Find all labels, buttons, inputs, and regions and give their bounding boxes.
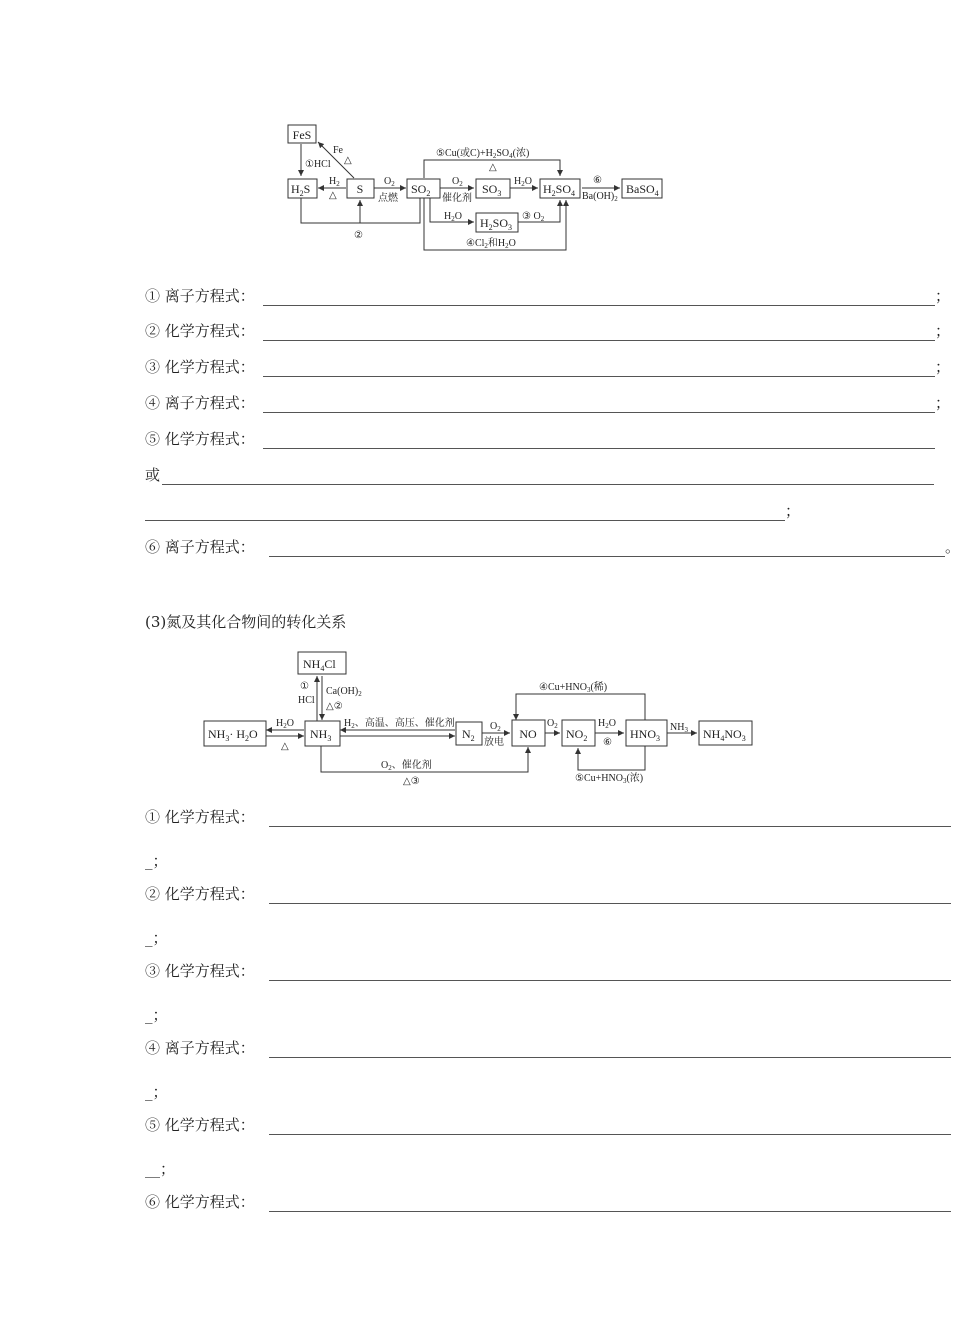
- question-label: ① 化学方程式：: [145, 808, 255, 826]
- question-end: _；: [145, 1083, 168, 1101]
- label-h2o-so3: $H_2O$: [514, 176, 532, 188]
- question-label: ② 化学方程式：: [145, 885, 255, 903]
- node-no: [512, 720, 545, 746]
- svg-text:HNO3: $HNO_3$: [630, 727, 660, 743]
- svg-text:NO: NO: [519, 727, 537, 741]
- svg-text:H2SO4: $H_2SO_4$: [543, 182, 576, 198]
- node-nh3: [305, 721, 340, 746]
- svg-text:NH3· H2O: $NH_3\cdot H_2O$: [208, 727, 258, 743]
- svg-text:SO3: $SO_3$: [482, 182, 502, 198]
- label-h2: $H_2$: [329, 176, 340, 188]
- label-step6: ⑥: [593, 175, 602, 186]
- svg-text:NH3: $NH_3$: [310, 727, 332, 743]
- question-end: __；: [145, 1160, 176, 1178]
- label-o2-ignite: $O_2$: [384, 176, 395, 188]
- label-o2-no: $O_2$: [547, 718, 558, 730]
- label-step3: ③ $O_2$: [522, 211, 545, 223]
- label-discharge: 放电: [484, 737, 504, 748]
- label-hcl: ①HCl: [305, 159, 331, 170]
- node-nh4no3: [699, 721, 752, 745]
- question-label: ⑤ 化学方程式：: [145, 430, 255, 448]
- answer-blank[interactable]: [269, 826, 951, 827]
- label-h2o: $H_2O$: [276, 718, 294, 730]
- label-step5: $⑤Cu+HNO_3$(浓): [575, 773, 644, 785]
- question-label: ④ 离子方程式：: [145, 1039, 255, 1057]
- svg-text:NH4NO3: $NH_4NO_3$: [703, 727, 746, 743]
- label-h2-delta: △: [329, 190, 337, 201]
- question-label: ③ 化学方程式：: [145, 962, 255, 980]
- question-label: ⑥ 化学方程式：: [145, 1193, 255, 1211]
- question-label: ① 离子方程式：: [145, 287, 255, 305]
- label-o2-discharge: $O_2$: [490, 721, 501, 733]
- question-end: _；: [145, 929, 168, 947]
- label-delta: △: [281, 741, 289, 752]
- node-no2: [562, 720, 595, 746]
- question-label: ③ 化学方程式：: [145, 358, 255, 376]
- answer-blank[interactable]: [269, 1057, 951, 1058]
- question-end: 。: [945, 538, 960, 556]
- question-end: ；: [935, 358, 951, 376]
- svg-text:S: S: [356, 182, 364, 196]
- label-hcl: HCl: [298, 695, 315, 706]
- question-label: ② 化学方程式：: [145, 322, 255, 340]
- node-hno3: [626, 720, 667, 746]
- label-o2-catalyst: $O_2$、催化剂: [381, 760, 432, 772]
- node-n2: [456, 722, 482, 745]
- label-step2: △②: [326, 701, 343, 712]
- label-step4: $④Cl_2$和$H_2O$: [466, 238, 516, 250]
- label-catalyst: 催化剂: [442, 193, 472, 204]
- label-step2: ②: [354, 230, 363, 241]
- label-nh3: $NH_3$: [670, 722, 688, 734]
- svg-text:NH4Cl: $NH_4Cl$: [303, 657, 336, 673]
- section-title-nitrogen: (3)氮及其化合物间的转化关系: [145, 613, 347, 631]
- label-ignite: 点燃: [378, 193, 398, 204]
- label-step1: ①: [300, 681, 309, 692]
- question-end: ；: [935, 394, 951, 412]
- node-nh4cl: [298, 652, 346, 674]
- question-end: ；: [935, 322, 951, 340]
- answer-blank[interactable]: [269, 1211, 951, 1212]
- question-label: ④ 离子方程式：: [145, 394, 255, 412]
- question-label: 或: [145, 466, 161, 484]
- label-step5-delta: △: [489, 162, 497, 173]
- question-end: _；: [145, 852, 168, 870]
- answer-blank[interactable]: [269, 903, 951, 904]
- question-label: ⑥ 离子方程式：: [145, 538, 255, 556]
- label-caoh2: $Ca(OH)_2$: [326, 686, 362, 698]
- question-end: ；: [785, 502, 801, 520]
- node-nh3-h2o: [204, 721, 266, 746]
- label-h2o-so2: $H_2O$: [444, 211, 462, 223]
- svg-text:FeS: FeS: [292, 128, 312, 142]
- label-step6: ⑥: [603, 737, 612, 748]
- svg-text:SO2: $SO_2$: [411, 182, 431, 198]
- answer-blank[interactable]: [269, 980, 951, 981]
- svg-text:NO2: $NO_2$: [566, 727, 588, 743]
- label-baoh2: $Ba(OH)_2$: [582, 191, 618, 203]
- question-end: _；: [145, 1006, 168, 1024]
- label-h2o-no2: $H_2O$: [598, 718, 616, 730]
- svg-text:N2: $N_2$: [462, 727, 475, 743]
- svg-text:H2SO3: $H_2SO_3$: [480, 216, 513, 232]
- label-step4: $④Cu+HNO_3$(稀): [539, 682, 608, 694]
- svg-text:H2S: $H_2S$: [291, 182, 311, 198]
- label-step3: △③: [403, 776, 420, 787]
- label-step5: ⑤Cu(或$C)+H_2SO_4$(浓): [436, 148, 530, 160]
- label-h2-conditions: $H_2$、高温、高压、催化剂: [344, 718, 455, 730]
- label-fe-delta: △: [344, 155, 352, 166]
- answer-blank[interactable]: [269, 1134, 951, 1135]
- question-label: ⑤ 化学方程式：: [145, 1116, 255, 1134]
- question-end: ；: [935, 287, 951, 305]
- label-o2-cat: $O_2$: [452, 176, 463, 188]
- label-fe: Fe: [333, 145, 343, 156]
- svg-text:BaSO4: BaSO$_4$: [626, 182, 659, 198]
